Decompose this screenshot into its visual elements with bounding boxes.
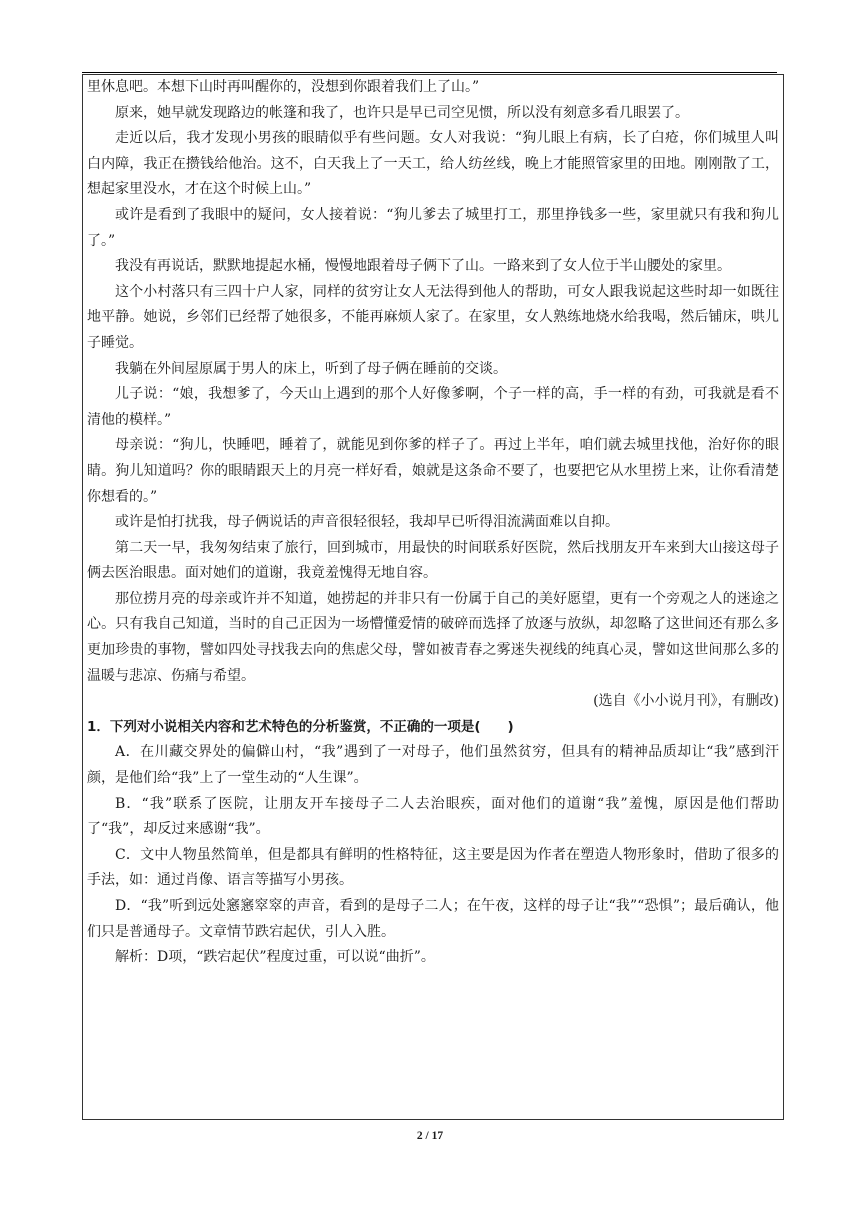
- paragraph: 那位捞月亮的母亲或许并不知道，她捞起的并非只有一份属于自己的美好愿望，更有一个旁观之人的迷途之心。只有我自己知道，当时的自己正因为一场懵懂爱情的破碎而选择了放逐与放纵，却忽略了这世间还有那么多更加珍贵的事物，譬如四处寻找我去向的焦虑父母，譬如被青春之雾迷失视线的纯真心灵，譬如这世间那么多的温暖与悲凉、伤痛与希望。: [87, 590, 779, 684]
- paragraph: 第二天一早，我匆匆结束了旅行，回到城市，用最快的时间联系好医院，然后找朋友开车来到大山接这母子俩去医治眼患。面对她们的道谢，我竟羞愧得无地自容。: [87, 539, 779, 582]
- paragraph: 儿子说：“娘，我想爹了，今天山上遇到的那个人好像爹啊，个子一样的高，手一样的有劲，可我就是看不清他的模样。”: [87, 386, 779, 428]
- paragraph: 或许是看到了我眼中的疑问，女人接着说：“狗儿爹去了城里打工，那里挣钱多一些，家里就只有我和狗儿了。”: [87, 206, 779, 249]
- paragraph: 走近以后，我才发现小男孩的眼睛似乎有些问题。女人对我说：“狗儿眼上有病，长了白疮，你们城里人叫白内障，我正在攒钱给他治。这不，白天我上了一天工，给人纺丝线，晚上才能照管家里的田地。刚刚散了工，想起家里没水，才在这个时候上山。”: [87, 130, 779, 198]
- option-a: A．在川藏交界处的偏僻山村，“我”遇到了一对母子，他们虽然贫穷，但具有的精神品质却让“我”感到汗颜，是他们给“我”上了一堂生动的“人生课”。: [87, 744, 779, 787]
- source-citation: (选自《小小说月刊》，有删改): [593, 693, 779, 710]
- answer-analysis: 解析：D项，“跌宕起伏”程度过重，可以说“曲折”。: [115, 949, 435, 966]
- option-c: C．文中人物虽然简单，但是都具有鲜明的性格特征，这主要是因为作者在塑造人物形象时，借助了很多的手法，如：通过肖像、语言等描写小男孩。: [87, 846, 779, 889]
- page-number: 2 / 17: [416, 1130, 444, 1142]
- paragraph: 原来，她早就发现路边的帐篷和我了，也许只是早已司空见惯，所以没有刻意多看几眼罢了。: [115, 104, 689, 121]
- option-d: D．“我”听到远处窸窸窣窣的声音，看到的是母子二人；在午夜，这样的母子让“我”“恐惧”；最后确认，他们只是普通母子。文章情节跌宕起伏，引人入胜。: [87, 898, 779, 940]
- option-b: B．“我”联系了医院，让朋友开车接母子二人去治眼疾，面对他们的道谢“我”羞愧，原因是他们帮助了“我”，却反过来感谢“我”。: [87, 795, 779, 838]
- paragraph: 母亲说：“狗儿，快睡吧，睡着了，就能见到你爹的样子了。再过上半年，咱们就去城里找他，治好你的眼睛。狗儿知道吗？你的眼睛跟天上的月亮一样好看，娘就是这条命不要了，也要把它从水里捞上来，让你看清楚你想看的。”: [87, 437, 779, 505]
- question-stem: 1．下列对小说相关内容和艺术特色的分析鉴赏，不正确的一项是( ): [87, 718, 514, 735]
- document-body: [87, 75, 779, 971]
- paragraph: 我躺在外间屋原属于男人的床上，听到了母子俩在睡前的交谈。: [115, 360, 507, 377]
- paragraph: 或许是怕打扰我，母子俩说话的声音很轻很轻，我却早已听得泪流满面难以自抑。: [115, 514, 619, 531]
- paragraph: 我没有再说话，默默地提起水桶，慢慢地跟着母子俩下了山。一路来到了女人位于半山腰处的家里。: [115, 258, 731, 275]
- paragraph: 里休息吧。本想下山时再叫醒你的，没想到你跟着我们上了山。”: [87, 79, 480, 95]
- header-rule: [82, 72, 777, 73]
- paragraph: 这个小村落只有三四十户人家，同样的贫穷让女人无法得到他人的帮助，可女人跟我说起这些时却一如既往地平静。她说，乡邻们已经帮了她很多，不能再麻烦人家了。在家里，女人熟练地烧水给我喝，然后铺床，哄儿子睡觉。: [87, 283, 779, 351]
